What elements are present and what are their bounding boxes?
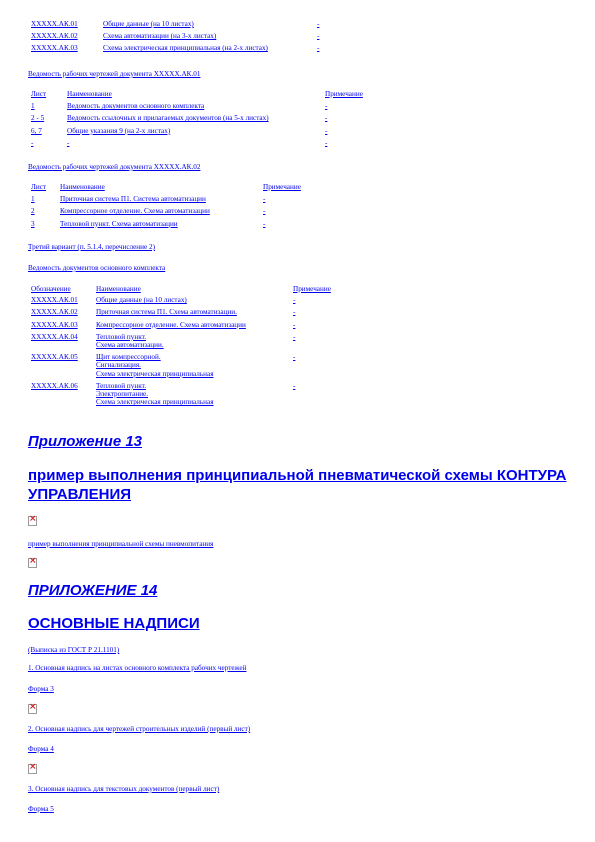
sheet-name[interactable]: Ведомость ссылочных и прилагаемых документов (на 5-х листах)	[67, 114, 269, 123]
sheet-name[interactable]: Приточная система П1. Система автоматизации	[60, 195, 206, 204]
doc-name[interactable]: Схема электрическая принципиальная (на 2-х листах)	[103, 44, 268, 53]
header-name: Наименование	[96, 285, 141, 293]
doc-code[interactable]: ХХХХХ.АК.06	[31, 381, 78, 390]
sheet-number[interactable]: 6, 7	[31, 126, 42, 135]
doc-name[interactable]: Схема автоматизации (на 3-х листах)	[103, 32, 217, 41]
header-sheet: Лист	[31, 183, 47, 191]
doc-name	[96, 353, 293, 378]
doc-note[interactable]: -	[293, 320, 296, 329]
doc-note[interactable]: -	[293, 332, 296, 341]
sheet-number[interactable]: -	[31, 138, 34, 147]
appendix-13-subtitle[interactable]: пример выполнения принципиальной пневматической схемы КОНТУРА УПРАВЛЕНИЯ	[28, 467, 567, 503]
form-5-label[interactable]: Форма 5	[28, 805, 54, 813]
doc-name-line[interactable]: Электропитание.	[96, 390, 149, 399]
doc-name-line[interactable]: Тепловой пункт.	[96, 381, 146, 390]
doc-name-line[interactable]: Общие данные (на 10 листах)	[96, 296, 187, 305]
doc-name-line[interactable]: Компрессорное отделение. Схема автоматизации	[96, 320, 246, 329]
header-note: Примечание	[293, 285, 331, 293]
table-row	[31, 139, 363, 147]
doc-code[interactable]: ХХХХХ.АК.05	[31, 353, 78, 362]
doc-code[interactable]: ХХХХХ.АК.02	[31, 32, 78, 41]
doc-name-line[interactable]: Схема автоматизации.	[96, 341, 164, 350]
doc-code[interactable]: ХХХХХ.АК.02	[31, 308, 78, 317]
sheet-note[interactable]: -	[263, 219, 266, 228]
table-row	[31, 220, 301, 228]
table-row	[31, 382, 331, 407]
doc-name	[96, 382, 293, 407]
sheet-name[interactable]: Тепловой пункт. Схема автоматизации	[60, 219, 178, 228]
table-row	[31, 127, 363, 135]
sheet-note[interactable]: -	[325, 114, 328, 123]
table-row	[31, 44, 319, 52]
table-header-row	[31, 90, 363, 98]
doc-code[interactable]: ХХХХХ.АК.04	[31, 332, 78, 341]
sheet-number[interactable]: 2 - 5	[31, 114, 45, 123]
variant-caption[interactable]: Третий вариант (п. 5.1.4, перечисление 2)	[28, 243, 155, 251]
sheet-number[interactable]: 1	[31, 195, 35, 204]
table-row	[31, 207, 301, 215]
doc-code[interactable]: ХХХХХ.АК.03	[31, 44, 78, 53]
sheet-note[interactable]: -	[263, 207, 266, 216]
table-header-row	[31, 285, 331, 293]
appendix-13-caption[interactable]: пример выполнения принципиальной схемы пневмопитания	[28, 540, 214, 548]
sheet-note[interactable]: -	[325, 138, 328, 147]
doc-name-line[interactable]: Сигнализация.	[96, 361, 141, 370]
doc-code[interactable]: ХХХХХ.АК.03	[31, 320, 78, 329]
sheet-note[interactable]: -	[263, 195, 266, 204]
sheet-name[interactable]: Компрессорное отделение. Схема автоматизации	[60, 207, 210, 216]
caption-main-set[interactable]: Ведомость документов основного комплекта	[28, 264, 166, 272]
table-row	[31, 102, 363, 110]
doc-note[interactable]: -	[317, 44, 320, 53]
stamp-item-3[interactable]: 3. Основная надпись для текстовых документов (первый лист)	[28, 785, 220, 793]
sheet-name[interactable]: Ведомость документов основного комплекта	[67, 102, 205, 111]
table-row	[31, 195, 301, 203]
appendix-13-title[interactable]: Приложение 13	[28, 433, 143, 450]
table-row	[31, 321, 331, 329]
header-note: Примечание	[263, 183, 301, 191]
broken-image-icon	[28, 558, 37, 568]
table-row	[31, 333, 331, 349]
doc-note[interactable]: -	[293, 308, 296, 317]
caption-sheets-ak01[interactable]: Ведомость рабочих чертежей документа ХХХХХ.АК.01	[28, 70, 201, 78]
doc-name-line[interactable]: Приточная система П1. Схема автоматизации.	[96, 308, 237, 317]
doc-note[interactable]: -	[293, 353, 296, 362]
doc-name	[96, 296, 293, 304]
broken-image-icon	[28, 704, 37, 714]
sheet-note[interactable]: -	[325, 102, 328, 111]
doc-note[interactable]: -	[293, 296, 296, 305]
sheet-number[interactable]: 2	[31, 207, 35, 216]
doc-code[interactable]: ХХХХХ.АК.01	[31, 20, 78, 28]
table-main-set	[31, 285, 331, 410]
table-row	[31, 353, 331, 378]
table-row	[31, 32, 319, 40]
table-row	[31, 20, 319, 28]
appendix-14-subtitle[interactable]: ОСНОВНЫЕ НАДПИСИ	[28, 615, 200, 632]
doc-name	[96, 308, 293, 316]
table-header-row	[31, 183, 301, 191]
header-code: Обозначение	[31, 285, 71, 293]
sheet-note[interactable]: -	[325, 126, 328, 135]
sheet-name[interactable]: -	[67, 138, 70, 147]
stamp-item-1[interactable]: 1. Основная надпись на листах основного комплекта рабочих чертежей	[28, 664, 247, 672]
doc-note[interactable]: -	[317, 32, 320, 41]
broken-image-icon	[28, 516, 37, 526]
table-documents-top	[31, 20, 319, 57]
doc-note[interactable]: -	[317, 20, 320, 28]
stamp-item-2[interactable]: 2. Основная надпись для чертежей строительных изделий (первый лист)	[28, 725, 251, 733]
doc-name[interactable]: Общие данные (на 10 листах)	[103, 20, 194, 28]
header-name: Наименование	[67, 90, 112, 98]
doc-name	[96, 321, 293, 329]
header-sheet: Лист	[31, 90, 47, 98]
table-sheets-ak01	[31, 90, 363, 151]
gost-extract-note[interactable]: (Выписка из ГОСТ Р 21.1101)	[28, 646, 120, 654]
doc-name-line[interactable]: Схема электрическая принципиальная	[96, 369, 214, 378]
doc-name-line[interactable]: Схема электрическая принципиальная	[96, 398, 214, 407]
header-note: Примечание	[325, 90, 363, 98]
sheet-number[interactable]: 1	[31, 102, 35, 111]
table-sheets-ak02	[31, 183, 301, 232]
form-3-label[interactable]: Форма 3	[28, 685, 54, 693]
doc-name-line[interactable]: Щит компрессорной.	[96, 353, 161, 362]
doc-name-line[interactable]: Тепловой пункт.	[96, 332, 146, 341]
table-row	[31, 308, 331, 316]
caption-sheets-ak02[interactable]: Ведомость рабочих чертежей документа ХХХХХ.АК.02	[28, 163, 201, 171]
doc-note[interactable]: -	[293, 381, 296, 390]
sheet-number[interactable]: 3	[31, 219, 35, 228]
header-name: Наименование	[60, 183, 105, 191]
table-row	[31, 296, 331, 304]
sheet-name[interactable]: Общие указания 9 (на 2-х листах)	[67, 126, 171, 135]
table-row	[31, 114, 363, 122]
doc-code[interactable]: ХХХХХ.АК.01	[31, 296, 78, 305]
doc-name	[96, 333, 293, 349]
form-4-label[interactable]: Форма 4	[28, 745, 54, 753]
broken-image-icon	[28, 764, 37, 774]
appendix-14-title[interactable]: ПРИЛОЖЕНИЕ 14	[28, 582, 158, 599]
